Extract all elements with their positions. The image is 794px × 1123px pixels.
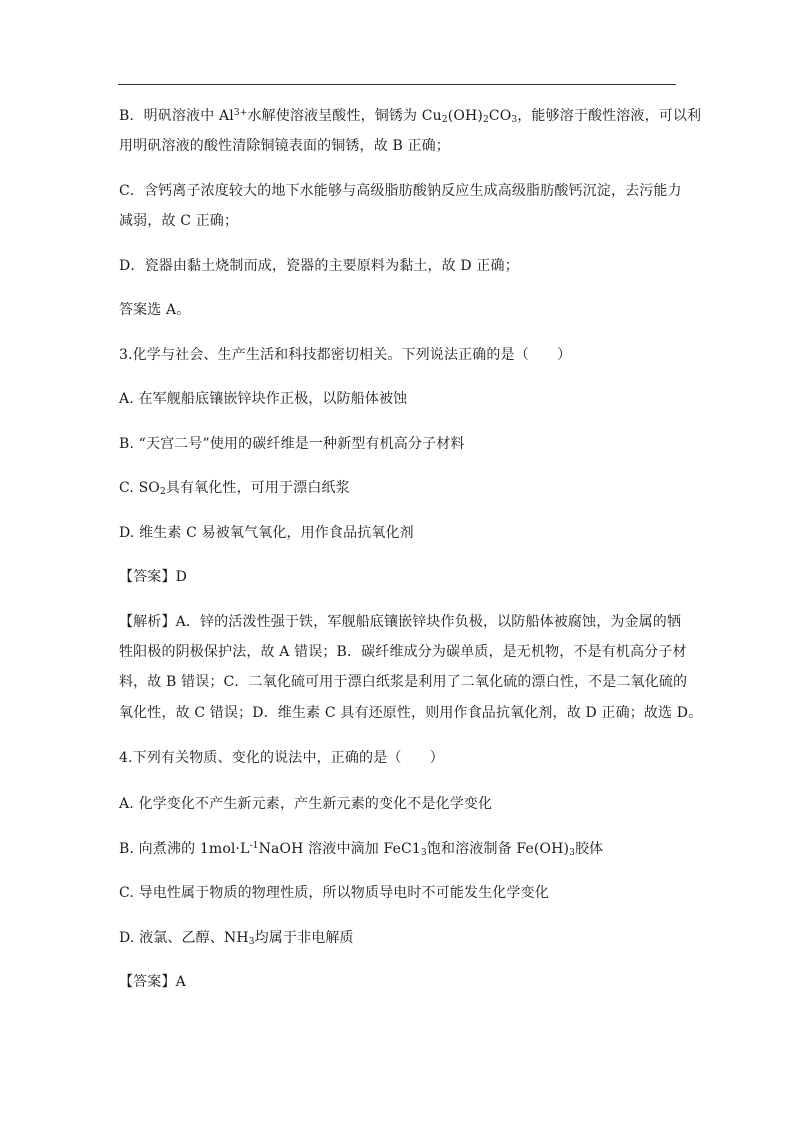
explanation-c-line-2: 减弱，故 C 正确； (119, 213, 239, 229)
question-4-option-a: A. 化学变化不产生新元素，产生新元素的变化不是化学变化 (119, 796, 493, 812)
question-3-option-a: A. 在军舰船底镶嵌锌块作正极，以防船体被蚀 (119, 391, 408, 407)
question-4-option-d: D. 液氯、乙醇、$NH_3$均属于非电解质 (119, 930, 354, 947)
question-3-answer: 【答案】D (119, 569, 187, 585)
explanation-d-line: D．瓷器由黏土烧制而成，瓷器的主要原料为黏土，故 D 正确； (119, 258, 519, 274)
question-3-analysis-line-4: 氧化性，故 C 错误；D．维生素 C 具有还原性，则用作食品抗氧化剂，故 D 正确；故选 D。 (119, 705, 703, 721)
explanation-b-line-2: 用明矾溶液的酸性清除铜镜表面的铜锈，故 B 正确； (119, 138, 450, 154)
question-4-answer: 【答案】A (119, 974, 186, 990)
question-3-analysis-line-1: 【解析】A．锌的活泼性强于铁，军舰船底镶嵌锌块作负极，以防船体被腐蚀，为金属的牺 (119, 614, 682, 630)
question-3-option-b: B. “天宫二号”使用的碳纤维是一种新型有机高分子材料 (119, 436, 465, 452)
question-4-option-b: B. 向煮沸的 $1mol\cdot L^{-1}NaOH$ 溶液中滴加 $FeC1_3$饱和溶液制备 $Fe(OH)_3$胶体 (119, 841, 604, 858)
previous-answer: 答案选 A。 (119, 302, 191, 318)
question-3-analysis-line-3: 料，故 B 错误；C．二氧化硫可用于漂白纸浆是利用了二氧化硫的漂白性，不是二氧化硫的 (119, 674, 688, 690)
question-4-option-c: C. 导电性属于物质的物理性质，所以物质导电时不可能发生化学变化 (119, 885, 549, 901)
header-rule (118, 84, 676, 85)
question-3-stem: 3.化学与社会、生产生活和科技都密切相关。下列说法正确的是（ ） (119, 347, 572, 363)
explanation-c-line-1: C．含钙离子浓度较大的地下水能够与高级脂肪酸钠反应生成高级脂肪酸钙沉淀，去污能力 (119, 183, 682, 199)
question-4-stem: 4.下列有关物质、变化的说法中，正确的是（ ） (119, 750, 444, 766)
question-3-option-d: D. 维生素 C 易被氧气氧化，用作食品抗氧化剂 (119, 525, 414, 541)
question-3-option-c: C. $SO_2$具有氧化性，可用于漂白纸浆 (119, 480, 350, 497)
explanation-b-line-1: B．明矾溶液中 $Al^{3+}$水解使溶液呈酸性，铜锈为 $Cu_2(OH)_2CO_3$，能够溶于酸性溶液，可以利 (119, 108, 702, 125)
question-3-analysis-line-2: 牲阳极的阴极保护法，故 A 错误；B．碳纤维成分为碳单质，是无机物，不是有机高分子材 (119, 644, 687, 660)
